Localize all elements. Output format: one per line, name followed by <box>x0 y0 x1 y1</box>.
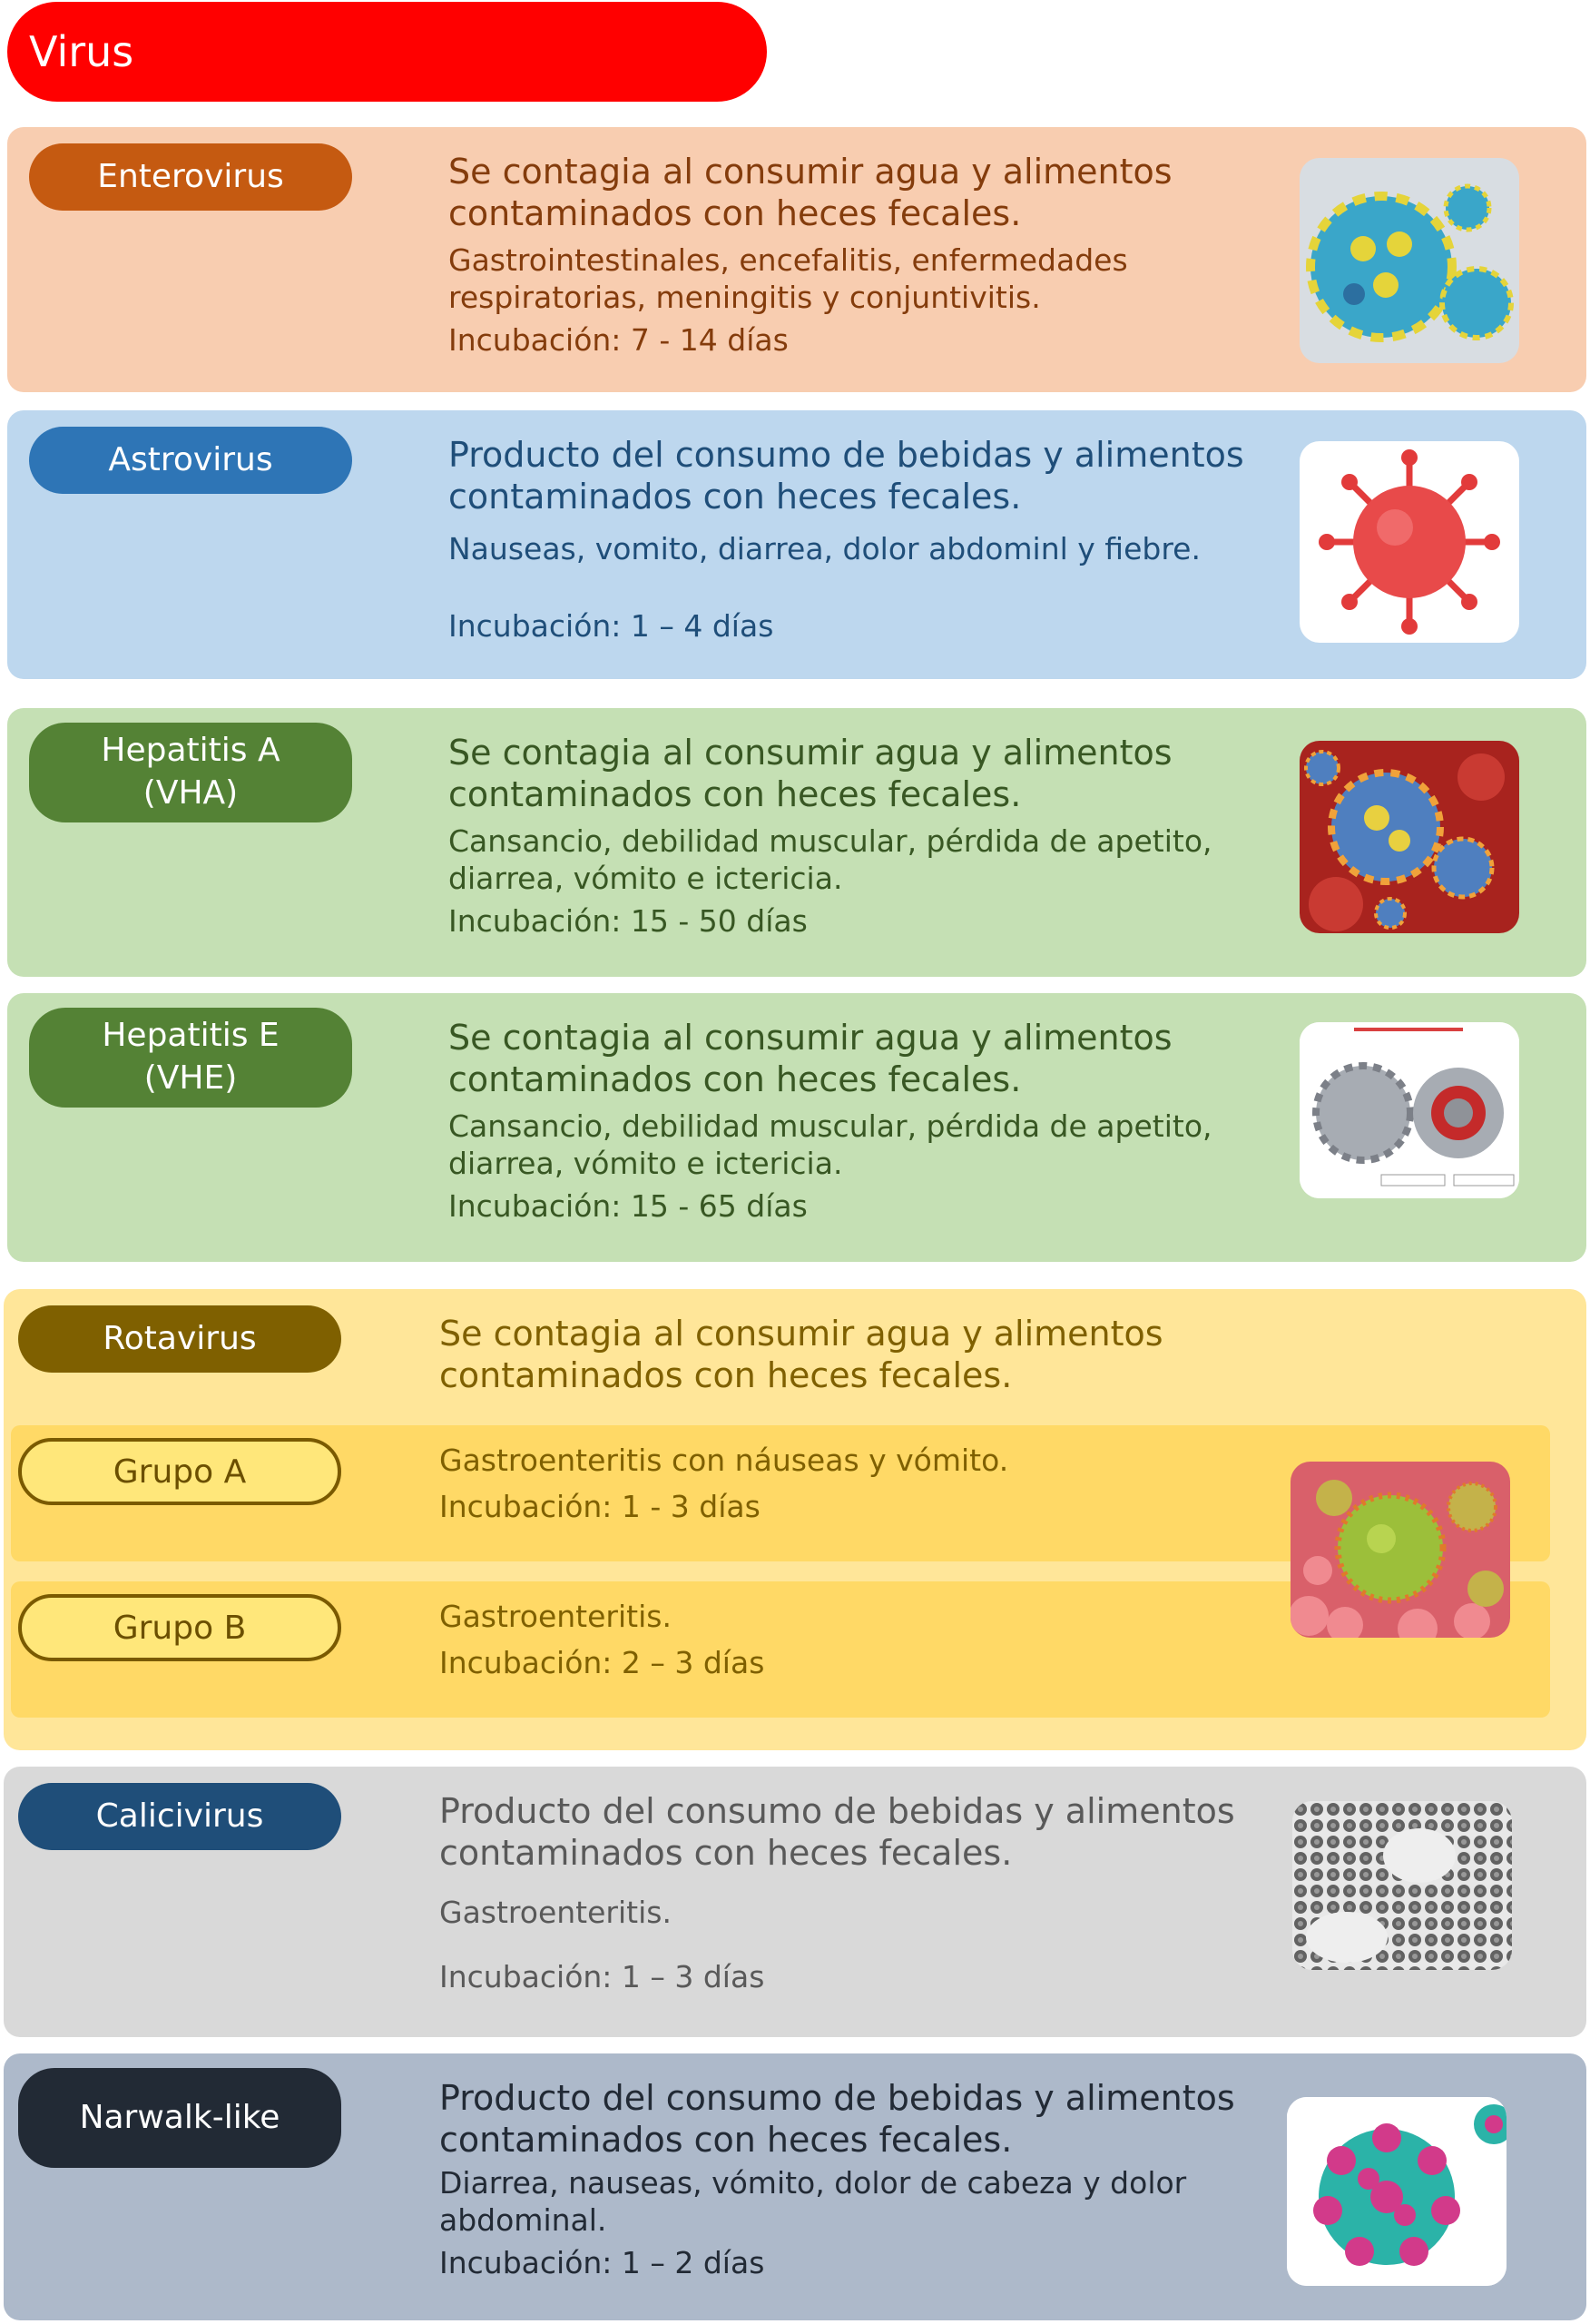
section-astrovirus <box>7 410 1586 679</box>
symptoms-text: Gastroenteritis. <box>439 1599 672 1634</box>
section-narwalk-like <box>4 2053 1586 2320</box>
incubation-text: Incubación: 1 – 3 días <box>439 1959 765 1994</box>
symptoms-text: Gastroenteritis con náuseas y vómito. <box>439 1443 1009 1478</box>
virus-label-narwalk-like: Narwalk-like <box>18 2068 341 2168</box>
transmission-text: Producto del consumo de bebidas y alimentos contaminados con heces fecales. <box>439 1791 1235 1873</box>
transmission-text: Se contagia al consumir agua y alimentos contaminados con heces fecales. <box>448 152 1173 233</box>
virus-label-astrovirus: Astrovirus <box>29 427 352 494</box>
section-hepatitis-e <box>7 993 1586 1262</box>
transmission-text: Producto del consumo de bebidas y alimentos contaminados con heces fecales. <box>439 2078 1235 2160</box>
virus-label-rotavirus: Rotavirus <box>18 1305 341 1373</box>
rotavirus-group-b-label: Grupo B <box>18 1594 341 1661</box>
section-enterovirus <box>7 127 1586 392</box>
virus-label-calicivirus: Calicivirus <box>18 1783 341 1850</box>
hepatitis-a-image <box>1300 741 1519 933</box>
virus-label-hepatitis-a: Hepatitis A (VHA) <box>29 723 352 822</box>
incubation-text: Incubación: 7 - 14 días <box>448 322 789 358</box>
incubation-text: Incubación: 15 - 50 días <box>448 903 808 939</box>
enterovirus-image <box>1300 158 1519 363</box>
incubation-text: Incubación: 1 - 3 días <box>439 1489 761 1524</box>
symptoms-text: Gastroenteritis. <box>439 1895 672 1930</box>
section-hepatitis-a <box>7 708 1586 977</box>
symptoms-text: Nauseas, vomito, diarrea, dolor abdominl y fiebre. <box>448 531 1201 566</box>
hepatitis-e-diagram <box>1300 1022 1519 1198</box>
symptoms-text: Cansancio, debilidad muscular, pérdida de apetito, diarrea, vómito e ictericia. <box>448 823 1212 896</box>
rotavirus-image <box>1291 1462 1510 1638</box>
virus-label-hepatitis-e: Hepatitis E (VHE) <box>29 1008 352 1108</box>
symptoms-text: Cansancio, debilidad muscular, pérdida de apetito, diarrea, vómito e ictericia. <box>448 1108 1212 1181</box>
incubation-text: Incubación: 15 - 65 días <box>448 1188 808 1224</box>
astrovirus-image <box>1300 441 1519 643</box>
transmission-text: Producto del consumo de bebidas y alimentos contaminados con heces fecales. <box>448 435 1244 517</box>
symptoms-text: Gastrointestinales, encefalitis, enfermedades respiratorias, meningitis y conjuntivitis. <box>448 242 1128 315</box>
rotavirus-group-a-label: Grupo A <box>18 1438 341 1505</box>
incubation-text: Incubación: 1 – 4 días <box>448 608 774 644</box>
norovirus-image <box>1287 2097 1507 2286</box>
section-calicivirus <box>4 1767 1586 2037</box>
page-title: Virus <box>7 2 767 102</box>
symptoms-text: Diarrea, nauseas, vómito, dolor de cabeza y dolor abdominal. <box>439 2165 1187 2238</box>
transmission-text: Se contagia al consumir agua y alimentos contaminados con heces fecales. <box>448 733 1173 814</box>
transmission-text: Se contagia al consumir agua y alimentos contaminados con heces fecales. <box>448 1018 1173 1099</box>
incubation-text: Incubación: 1 – 2 días <box>439 2245 765 2280</box>
virus-label-enterovirus: Enterovirus <box>29 143 352 211</box>
incubation-text: Incubación: 2 – 3 días <box>439 1645 765 1680</box>
section-rotavirus <box>4 1289 1586 1750</box>
transmission-text: Se contagia al consumir agua y alimentos contaminados con heces fecales. <box>439 1314 1163 1395</box>
calicivirus-micrograph <box>1292 1801 1512 1970</box>
